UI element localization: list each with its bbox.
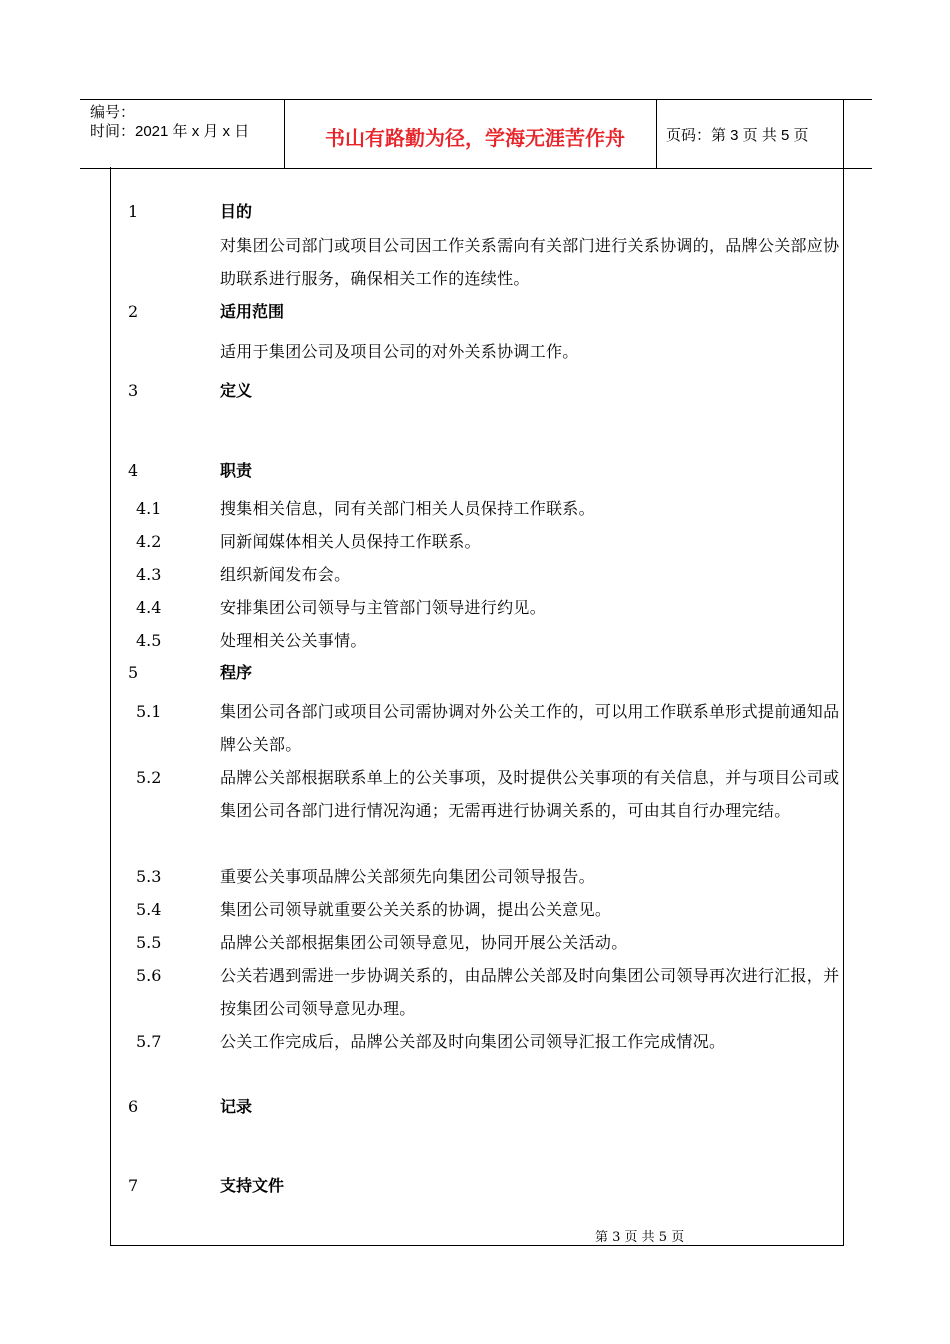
item-text: 集团公司领导就重要公关关系的协调，提出公关意见。 [220, 900, 612, 919]
section-paragraph: 对集团公司部门或项目公司因工作关系需向有关部门进行关系协调的，品牌公关部应协助联系进行服务，确保相关工作的连续性。 [220, 236, 840, 288]
frame-border-bottom [110, 1245, 844, 1246]
item-text: 处理相关公关事情。 [220, 631, 367, 650]
document-header [80, 99, 872, 169]
section-number: 1 [128, 202, 139, 221]
item-text: 公关工作完成后，品牌公关部及时向集团公司领导汇报工作完成情况。 [220, 1032, 726, 1051]
section-title: 目的 [220, 202, 253, 221]
section-number: 6 [128, 1097, 139, 1116]
section-number: 5 [128, 663, 139, 682]
number-label: 编号： [90, 104, 136, 121]
section-title: 记录 [220, 1097, 253, 1116]
time-label: 时间：2021 年 x 月 x 日 [90, 123, 250, 140]
section-title: 职责 [220, 461, 253, 480]
page-footer: 第 3 页 共 5 页 [595, 1230, 685, 1245]
item-number: 5.6 [136, 966, 162, 985]
section-number: 4 [128, 461, 139, 480]
header-divider [843, 100, 844, 168]
item-number: 5.1 [136, 702, 162, 721]
frame-border-left [110, 167, 111, 1245]
item-number: 5.3 [136, 867, 162, 886]
item-text: 组织新闻发布会。 [220, 565, 351, 584]
section-paragraph: 适用于集团公司及项目公司的对外关系协调工作。 [220, 342, 579, 361]
item-number: 5.4 [136, 900, 162, 919]
item-number: 4.2 [136, 532, 162, 551]
section-number: 7 [128, 1176, 139, 1195]
item-number: 4.4 [136, 598, 162, 617]
section-title: 定义 [220, 381, 253, 400]
item-text: 安排集团公司领导与主管部门领导进行约见。 [220, 598, 547, 617]
item-text: 公关若遇到需进一步协调关系的，由品牌公关部及时向集团公司领导再次进行汇报，并按集团公司领导意见办理。 [220, 966, 840, 1018]
header-meta [90, 103, 249, 141]
section-number: 3 [128, 381, 139, 400]
item-text: 同新闻媒体相关人员保持工作联系。 [220, 532, 481, 551]
item-number: 4.5 [136, 631, 162, 650]
item-text: 品牌公关部根据联系单上的公关事项，及时提供公关事项的有关信息，并与项目公司或集团公司各部门进行情况沟通；无需再进行协调关系的，可由其自行办理完结。 [220, 768, 840, 820]
page-info: 页码：第 3 页 共 5 页 [666, 127, 809, 144]
section-title: 适用范围 [220, 302, 285, 321]
item-text: 集团公司各部门或项目公司需协调对外公关工作的，可以用工作联系单形式提前通知品牌公关部。 [220, 702, 840, 754]
item-number: 4.1 [136, 499, 162, 518]
item-number: 5.2 [136, 768, 162, 787]
section-number: 2 [128, 302, 139, 321]
item-number: 5.7 [136, 1032, 162, 1051]
item-text: 搜集相关信息，同有关部门相关人员保持工作联系。 [220, 499, 595, 518]
item-text: 品牌公关部根据集团公司领导意见，协同开展公关活动。 [220, 933, 628, 952]
item-number: 5.5 [136, 933, 162, 952]
motto: 书山有路勤为径，学海无涯苦作舟 [325, 126, 625, 150]
section-title: 支持文件 [220, 1176, 285, 1195]
item-number: 4.3 [136, 565, 162, 584]
item-text: 重要公关事项品牌公关部须先向集团公司领导报告。 [220, 867, 595, 886]
section-title: 程序 [220, 663, 253, 682]
